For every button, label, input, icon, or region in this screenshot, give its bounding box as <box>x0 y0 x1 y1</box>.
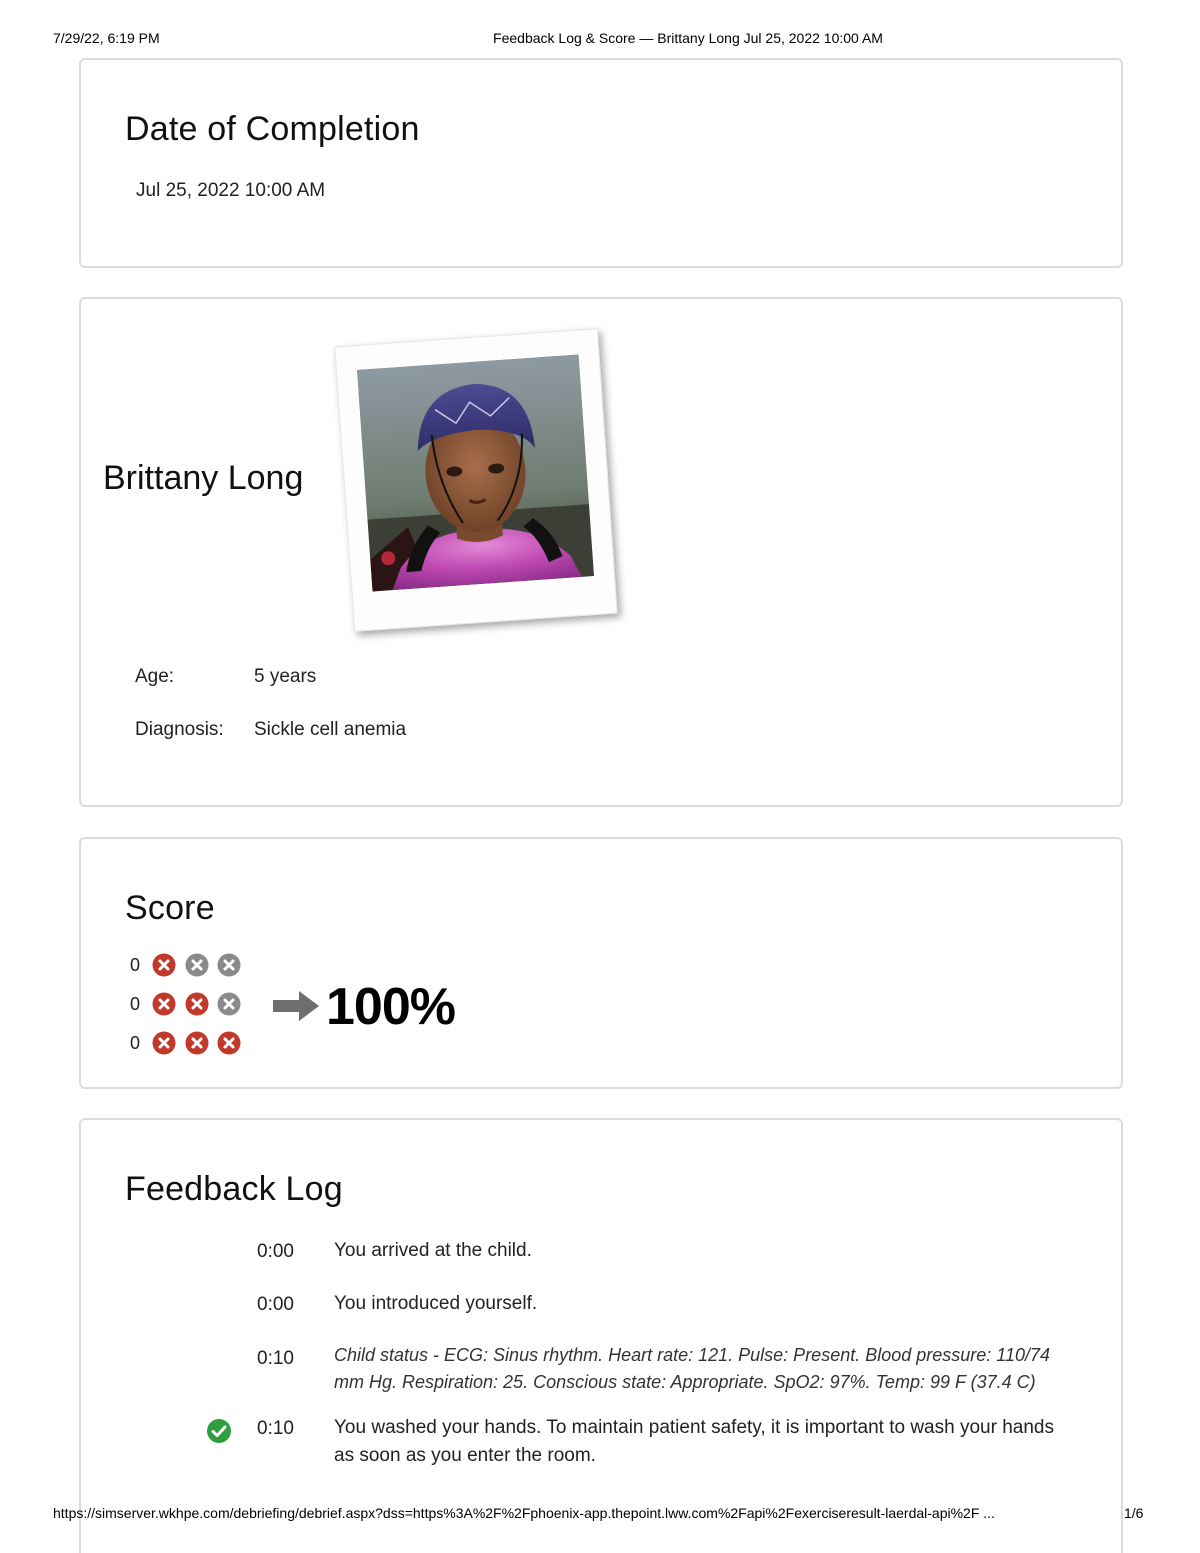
check-circle-icon <box>206 1418 232 1444</box>
x-circle-icon <box>185 1031 209 1055</box>
score-card <box>79 837 1123 1089</box>
x-circle-icon <box>217 1031 241 1055</box>
feedback-time: 0:00 <box>257 1294 294 1315</box>
feedback-time: 0:10 <box>257 1418 294 1439</box>
feedback-text: Child status - ECG: Sinus rhythm. Heart rate: 121. Pulse: Present. Blood pressure: 110/74 mm Hg. Respiration: 25. Conscious state: Appropriate. SpO2: 97%. Temp: 99 F (37.4 C) <box>334 1345 1051 1392</box>
x-circle-icon <box>152 992 176 1016</box>
print-title: Feedback Log & Score — Brittany Long Jul 25, 2022 10:00 AM <box>493 30 883 46</box>
patient-photo-frame <box>334 328 617 632</box>
arrow-right-icon <box>271 989 321 1023</box>
patient-photo <box>357 355 594 592</box>
x-circle-icon <box>152 1031 176 1055</box>
feedback-text: You introduced yourself. <box>334 1293 538 1314</box>
age-value: 5 years <box>254 666 317 687</box>
print-datetime: 7/29/22, 6:19 PM <box>53 30 160 46</box>
patient-name: Brittany Long <box>103 459 304 497</box>
print-header <box>0 30 1200 50</box>
feedback-time: 0:10 <box>257 1348 294 1369</box>
x-circle-icon <box>217 953 241 977</box>
diagnosis-label: Diagnosis: <box>135 719 224 740</box>
feedback-card <box>79 1118 1123 1553</box>
completion-card <box>79 58 1123 268</box>
age-label: Age: <box>135 666 175 687</box>
score-row-count: 0 <box>130 955 141 975</box>
x-circle-icon <box>185 953 209 977</box>
x-circle-icon <box>185 992 209 1016</box>
print-page-number: 1/6 <box>1124 1505 1144 1521</box>
feedback-title: Feedback Log <box>125 1170 343 1208</box>
completion-date: Jul 25, 2022 10:00 AM <box>136 180 326 201</box>
feedback-time: 0:00 <box>257 1241 294 1262</box>
score-title: Score <box>125 889 215 927</box>
x-circle-icon <box>217 992 241 1016</box>
score-percent: 100% <box>326 978 455 1036</box>
feedback-text: You washed your hands. To maintain patient safety, it is important to wash your hands as soon as you enter the room. <box>334 1417 1054 1466</box>
print-footer <box>0 1505 1200 1525</box>
print-url: https://simserver.wkhpe.com/debriefing/debrief.aspx?dss=https%3A%2F%2Fphoenix-app.thepoint.lww.com%2Fapi%2Fexerciseresult-laerdal-api%2F ... <box>53 1505 995 1521</box>
feedback-text: You arrived at the child. <box>334 1240 532 1261</box>
patient-portrait-image <box>357 355 594 592</box>
score-row-count: 0 <box>130 994 141 1014</box>
diagnosis-value: Sickle cell anemia <box>254 719 407 740</box>
patient-card <box>79 297 1123 807</box>
x-circle-icon <box>152 953 176 977</box>
completion-title: Date of Completion <box>125 110 420 148</box>
score-row-count: 0 <box>130 1033 141 1053</box>
